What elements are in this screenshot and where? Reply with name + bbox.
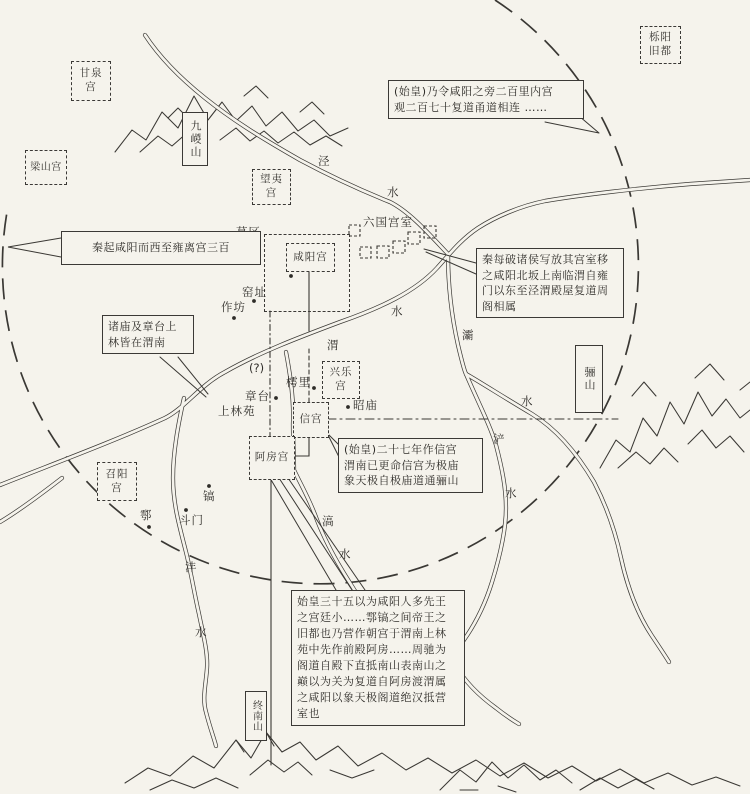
note-liuguo-line3: 门以东至泾渭殿屋复道周 — [482, 284, 609, 298]
note-chaogong-line8: 室也 — [297, 706, 320, 720]
feng-river-label: 沣 — [185, 560, 198, 574]
note-xingong-line1: (始皇)二十七年作信宫 — [344, 443, 458, 456]
feng-river-shui-label: 水 — [195, 625, 208, 639]
yaozhi-dot — [252, 299, 256, 303]
yueyang-old-capital-box — [640, 26, 681, 64]
xingle-palace-box — [322, 361, 360, 399]
chan-river-shui-label: 水 — [505, 486, 518, 500]
liuguo-palace-square — [360, 247, 371, 258]
note-south-temples-line1: 诸庙及章台上 — [108, 320, 177, 333]
ganquan-label: 甘泉 — [79, 67, 103, 80]
chaogong-note-pointer-fan — [270, 478, 365, 590]
note-xingong-line3: 象天极自极庙道通骊山 — [344, 474, 459, 488]
note-chaogong-line6: 巅以为关为复道自阿房渡渭属 — [297, 674, 447, 688]
note-gongguan — [388, 80, 584, 119]
wangyi-palace-box — [252, 169, 291, 205]
hu-dot — [147, 525, 151, 529]
jiuzong-mountains-detail — [140, 86, 342, 152]
zhaoyang-palace-box — [97, 462, 137, 501]
note-south-temples-line2: 林皆在渭南 — [108, 335, 166, 349]
note-chaogong-line1: 始皇三十五以为咸阳人多先王 — [297, 595, 447, 608]
xingong-label: 信宫 — [299, 413, 323, 426]
note-gongguan-line1: (始皇)乃令咸阳之旁二百里内宫 — [394, 85, 554, 98]
liuguo-palace-square — [393, 241, 405, 253]
xingle-label: 兴乐 — [329, 366, 353, 379]
gao-dot — [207, 484, 211, 488]
zhangtai-label: 章台 — [245, 389, 270, 403]
liangshan-label: 梁山宫 — [30, 162, 62, 173]
note-gongguan-line2: 观二百七十复道甬道相连 …… — [394, 100, 548, 114]
note-xingong — [338, 438, 483, 493]
note-west-palaces-line1: 秦起咸阳而西至雍离宫三百 — [92, 241, 230, 255]
doumen-label: 斗门 — [179, 513, 204, 527]
ganquan-palace-box — [71, 61, 111, 101]
yueyang-label: 栎阳 — [649, 31, 672, 44]
wei-river-label: 渭 — [327, 338, 340, 352]
note-chaogong-line4: 苑中先作前殿阿房……周驰为 — [297, 642, 447, 656]
zhongnan-mountains-ridge — [125, 732, 740, 786]
note-chaogong — [291, 590, 465, 726]
shanglinyuan-label: 上林苑 — [218, 404, 256, 418]
xingong-palace-box — [293, 402, 329, 438]
hao-river-label: 滈 — [322, 514, 335, 528]
question-mark-label: (?) — [249, 361, 265, 375]
hu-label: 鄠 — [140, 508, 153, 522]
lishan-mountains-detail — [618, 364, 750, 468]
note-liuguo-line2: 之咸阳北坂上南临渭自雍 — [482, 268, 609, 282]
jiuzong-mountain-box — [182, 112, 208, 166]
liangshan-palace-box — [25, 150, 67, 185]
note-south-temples — [102, 315, 194, 354]
note-chaogong-line2: 之宫廷小……鄠镐之间帝王之 — [297, 610, 447, 624]
doumen-dot — [184, 508, 188, 512]
jiuzong-label: 九嵕山 — [189, 119, 202, 159]
west-palaces-arrow — [8, 238, 61, 257]
wei-river-shui-label: 水 — [391, 304, 404, 318]
xianyang-palace-box — [286, 243, 335, 272]
note-chaogong-line7: 之咸阳以象天极阁道绝汉抵营 — [297, 690, 447, 704]
xingle-label2: 宫 — [335, 380, 347, 392]
chuli-label: 樗里 — [286, 375, 311, 389]
hao-river-shui-label: 水 — [339, 547, 352, 561]
ba-river-shui-label: 水 — [521, 394, 534, 408]
note-xingong-line2: 渭南已更命信宫为极庙 — [344, 458, 459, 472]
zhongnan-mountain-box — [245, 691, 267, 741]
zhangtai-dot — [274, 396, 278, 400]
note-chaogong-line5: 阁道自殿下直抵南山表南山之 — [297, 658, 447, 672]
zhongnan-label: 终南山 — [250, 700, 262, 732]
jing-river-label: 泾 — [318, 154, 331, 168]
yueyang-label2: 旧都 — [649, 45, 672, 57]
lishan-label: 骊山 — [583, 366, 596, 392]
note-liuguo-line4: 阁相属 — [482, 299, 517, 313]
ba-river-label: 灞 — [462, 328, 475, 342]
jing-river-shui-label: 水 — [387, 185, 400, 199]
ganquan-label2: 宫 — [85, 81, 97, 93]
zhaoyang-label2: 宫 — [111, 481, 123, 494]
xianyang-label: 咸阳宫 — [293, 250, 328, 263]
efang-palace-box — [249, 436, 295, 480]
zuofang-dot — [232, 316, 236, 320]
liuguo-palace-square — [349, 225, 360, 236]
lishan-mountain-box — [575, 345, 603, 413]
zhaomiao-dot — [346, 405, 350, 409]
wangyi-label2: 宫 — [265, 187, 278, 199]
wangyi-label: 望夷 — [260, 173, 283, 186]
liuguo-palace-square — [377, 246, 389, 258]
liuguo-gongshi-label: 六国宫室 — [363, 215, 413, 229]
zhaoyang-label: 召阳 — [105, 467, 129, 480]
gao-label: 镐 — [203, 489, 216, 503]
zuofang-label: 作坊 — [221, 300, 246, 314]
chuli-dot — [312, 386, 316, 390]
note-chaogong-line3: 旧都也乃营作朝宫于渭南上林 — [297, 626, 447, 640]
note-west-palaces — [61, 231, 261, 265]
note-liuguo-line1: 秦每破诸侯写放其宫室移 — [482, 253, 609, 266]
note-liuguo — [476, 248, 624, 318]
lishan-mountains-ridge — [600, 392, 750, 468]
yaozhi-label: 窑址 — [242, 285, 267, 299]
chan-river-label: 浐 — [493, 432, 506, 446]
efang-label: 阿房宫 — [254, 451, 290, 464]
liuguo-palace-square — [408, 232, 420, 244]
zhaomiao-label: 昭庙 — [353, 398, 378, 412]
